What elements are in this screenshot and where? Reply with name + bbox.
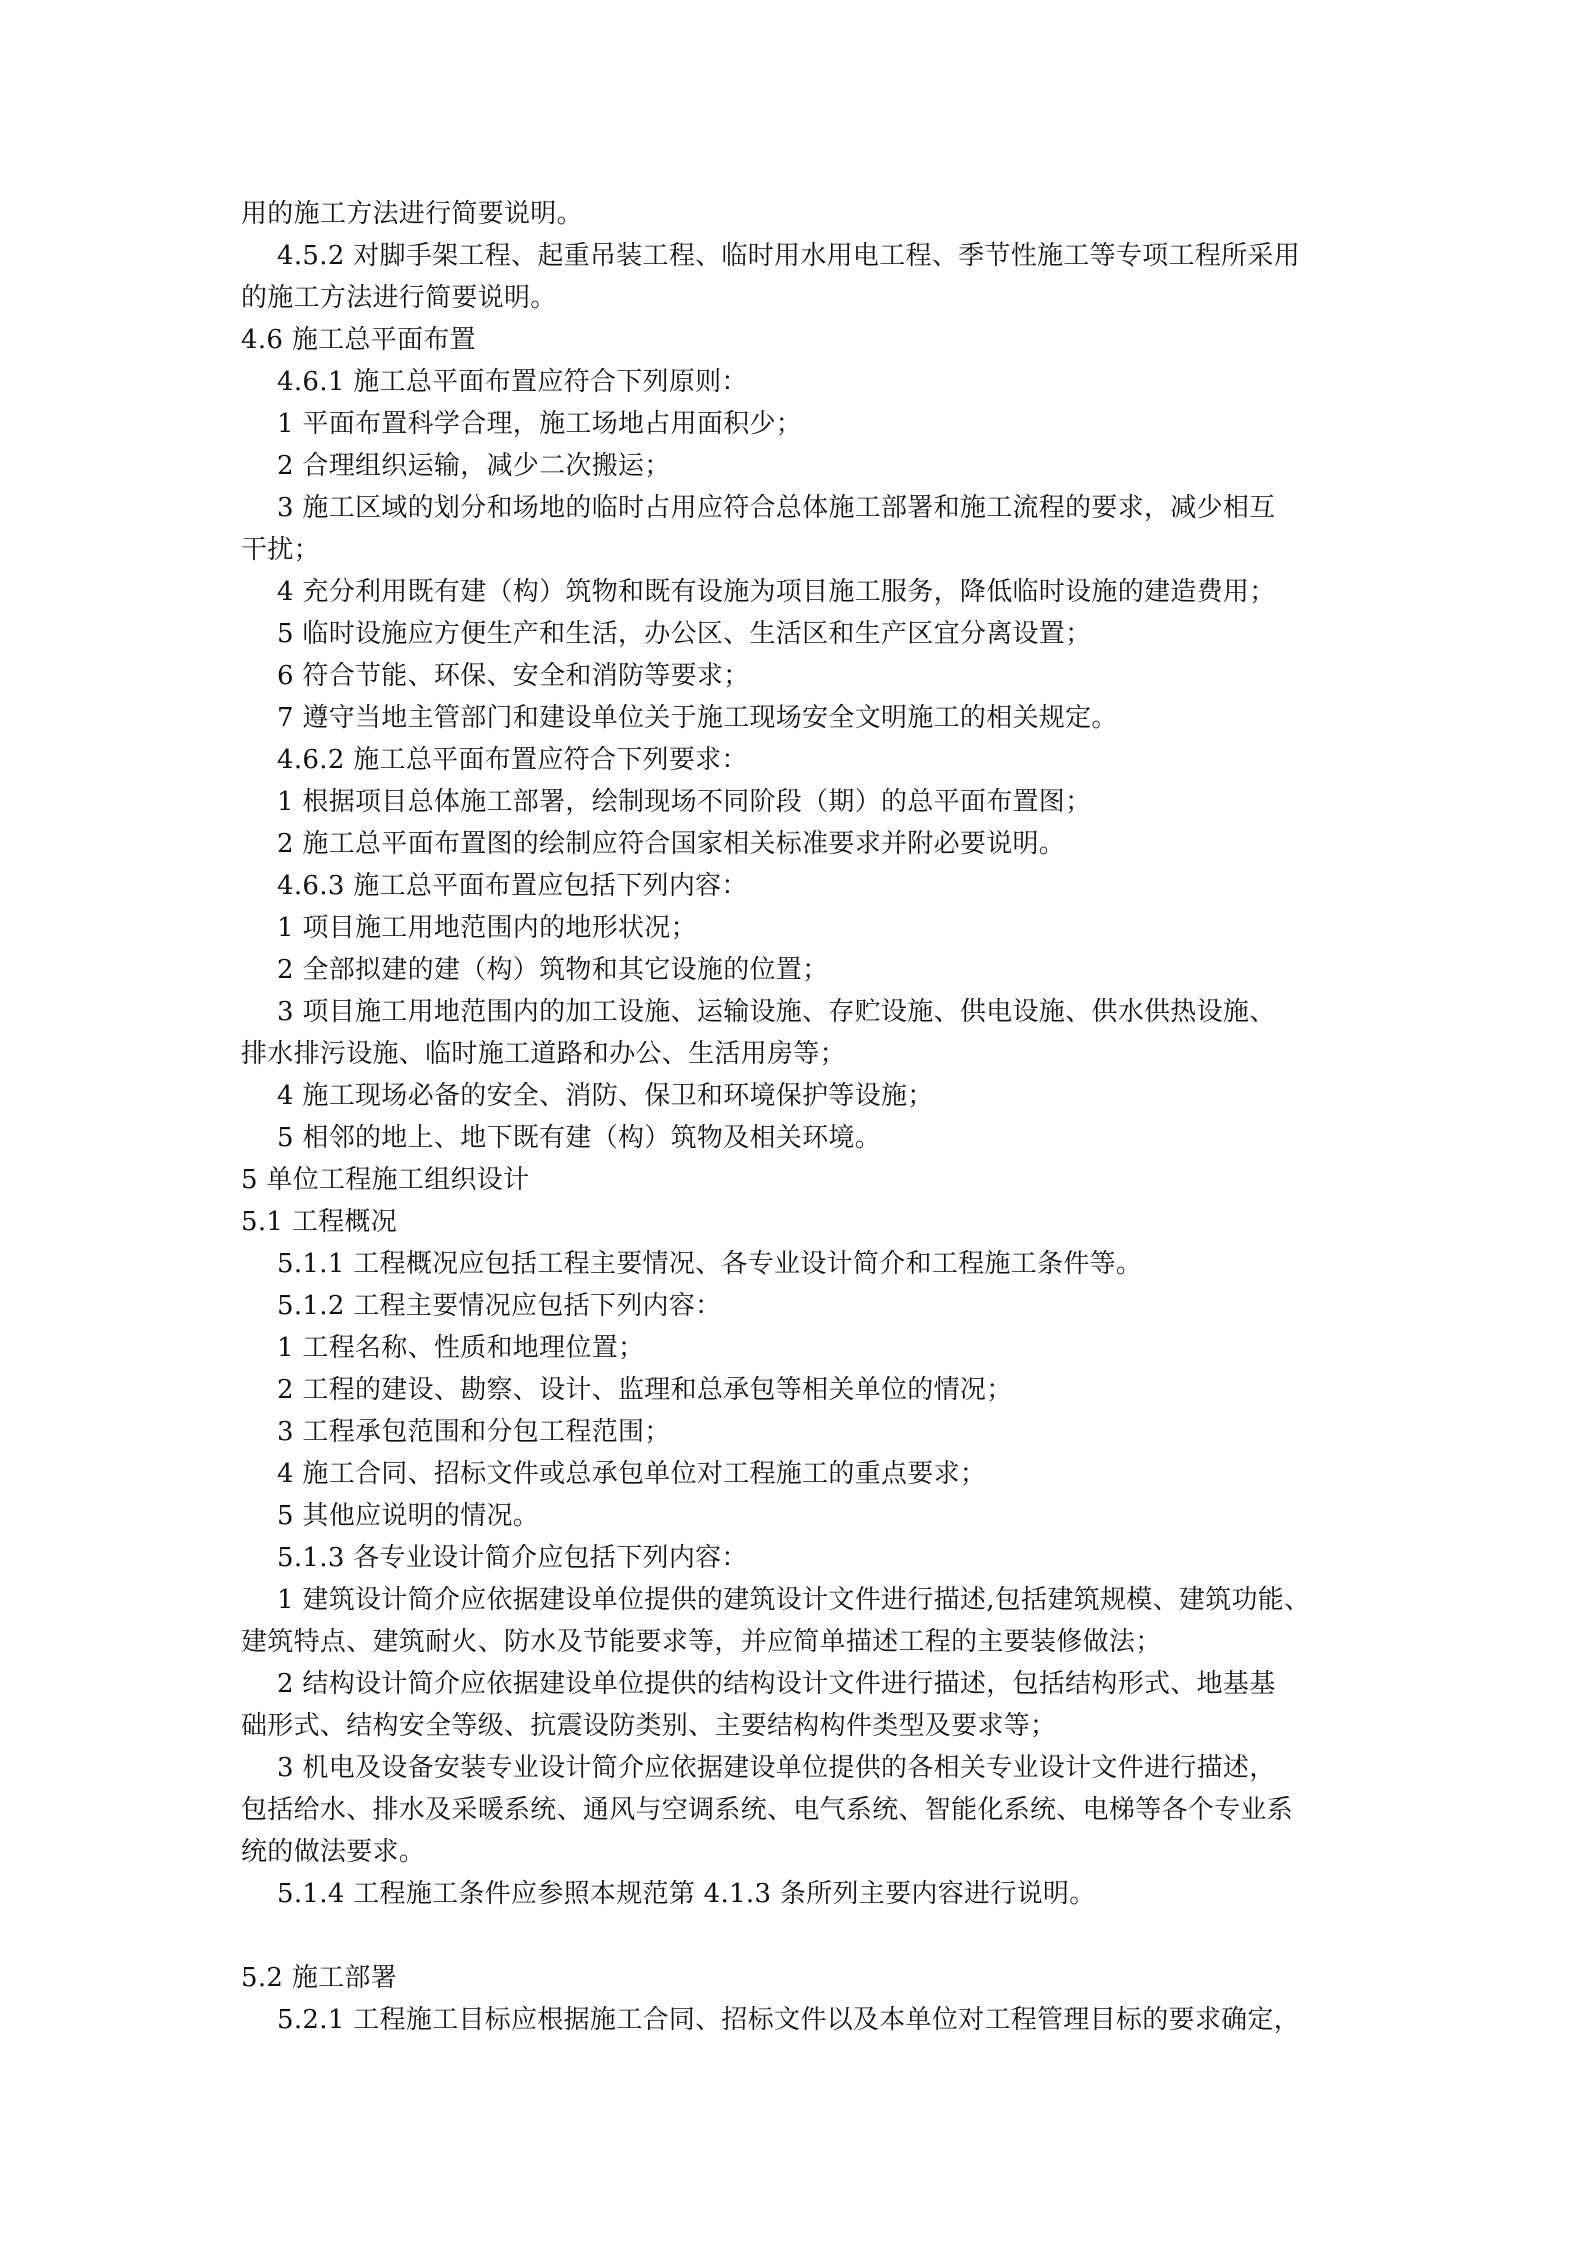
text-line: 4 施工合同、招标文件或总承包单位对工程施工的重点要求； (277, 1459, 987, 1489)
text-line: 统的做法要求。 (241, 1837, 426, 1867)
text-line: 5.1.3 各专业设计简介应包括下列内容： (277, 1543, 748, 1573)
text-line: 5.1.1 工程概况应包括工程主要情况、各专业设计简介和工程施工条件等。 (277, 1249, 1143, 1279)
text-line: 6 符合节能、环保、安全和消防等要求； (277, 661, 750, 691)
text-line: 干扰； (241, 535, 320, 565)
text-line: 3 项目施工用地范围内的加工设施、运输设施、存贮设施、供电设施、供水供热设施、 (277, 997, 1276, 1027)
text-line: 4.6.3 施工总平面布置应包括下列内容： (277, 871, 748, 901)
text-line: 1 根据项目总体施工部署，绘制现场不同阶段（期）的总平面布置图； (277, 787, 1092, 817)
text-line: 5.1.4 工程施工条件应参照本规范第 4.1.3 条所列主要内容进行说明。 (277, 1879, 1096, 1909)
text-line: 用的施工方法进行简要说明。 (241, 199, 583, 229)
text-line: 4.5.2 对脚手架工程、起重吊装工程、临时用水用电工程、季节性施工等专项工程所采用 (277, 241, 1301, 271)
text-line: 排水排污设施、临时施工道路和办公、生活用房等； (241, 1039, 846, 1069)
text-line: 2 施工总平面布置图的绘制应符合国家相关标准要求并附必要说明。 (277, 829, 1066, 859)
text-line: 5.1 工程概况 (241, 1207, 398, 1237)
text-line: 5 其他应说明的情况。 (277, 1501, 540, 1531)
text-line: 2 结构设计简介应依据建设单位提供的结构设计文件进行描述，包括结构形式、地基基 (277, 1669, 1276, 1699)
text-line: 2 工程的建设、勘察、设计、监理和总承包等相关单位的情况； (277, 1375, 1013, 1405)
text-line: 3 工程承包范围和分包工程范围； (277, 1417, 671, 1447)
text-line: 5 单位工程施工组织设计 (241, 1165, 530, 1195)
text-line: 5.2.1 工程施工目标应根据施工合同、招标文件以及本单位对工程管理目标的要求确定， (277, 2005, 1301, 2035)
text-line: 5.2 施工部署 (241, 1963, 398, 1993)
text-line: 5 相邻的地上、地下既有建（构）筑物及相关环境。 (277, 1123, 882, 1153)
text-line: 1 项目施工用地范围内的地形状况； (277, 913, 697, 943)
text-line: 5 临时设施应方便生产和生活，办公区、生活区和生产区宜分离设置； (277, 619, 1092, 649)
text-line: 1 工程名称、性质和地理位置； (277, 1333, 645, 1363)
text-line: 4 充分利用既有建（构）筑物和既有设施为项目施工服务，降低临时设施的建造费用； (277, 577, 1276, 607)
text-line: 1 建筑设计简介应依据建设单位提供的建筑设计文件进行描述,包括建筑规模、建筑功能、 (277, 1585, 1311, 1615)
text-line: 3 施工区域的划分和场地的临时占用应符合总体施工部署和施工流程的要求，减少相互 (277, 493, 1276, 523)
text-line: 建筑特点、建筑耐火、防水及节能要求等，并应简单描述工程的主要装修做法； (241, 1627, 1162, 1657)
text-line: 4.6 施工总平面布置 (241, 325, 476, 355)
text-line: 4.6.1 施工总平面布置应符合下列原则： (277, 367, 748, 397)
document-body (241, 193, 1356, 2041)
text-line: 4 施工现场必备的安全、消防、保卫和环境保护等设施； (277, 1081, 934, 1111)
text-line: 3 机电及设备安装专业设计简介应依据建设单位提供的各相关专业设计文件进行描述， (277, 1753, 1276, 1783)
text-line: 7 遵守当地主管部门和建设单位关于施工现场安全文明施工的相关规定。 (277, 703, 1118, 733)
text-line: 4.6.2 施工总平面布置应符合下列要求： (277, 745, 748, 775)
text-line: 2 全部拟建的建（构）筑物和其它设施的位置； (277, 955, 829, 985)
text-line: 的施工方法进行简要说明。 (241, 283, 557, 313)
text-line: 包括给水、排水及采暖系统、通风与空调系统、电气系统、智能化系统、电梯等各个专业系 (241, 1795, 1294, 1825)
text-line (241, 1915, 1356, 1957)
text-line: 1 平面布置科学合理，施工场地占用面积少； (277, 409, 803, 439)
text-line: 础形式、结构安全等级、抗震设防类别、主要结构构件类型及要求等； (241, 1711, 1057, 1741)
text-line: 5.1.2 工程主要情况应包括下列内容： (277, 1291, 722, 1321)
text-line: 2 合理组织运输，减少二次搬运； (277, 451, 671, 481)
